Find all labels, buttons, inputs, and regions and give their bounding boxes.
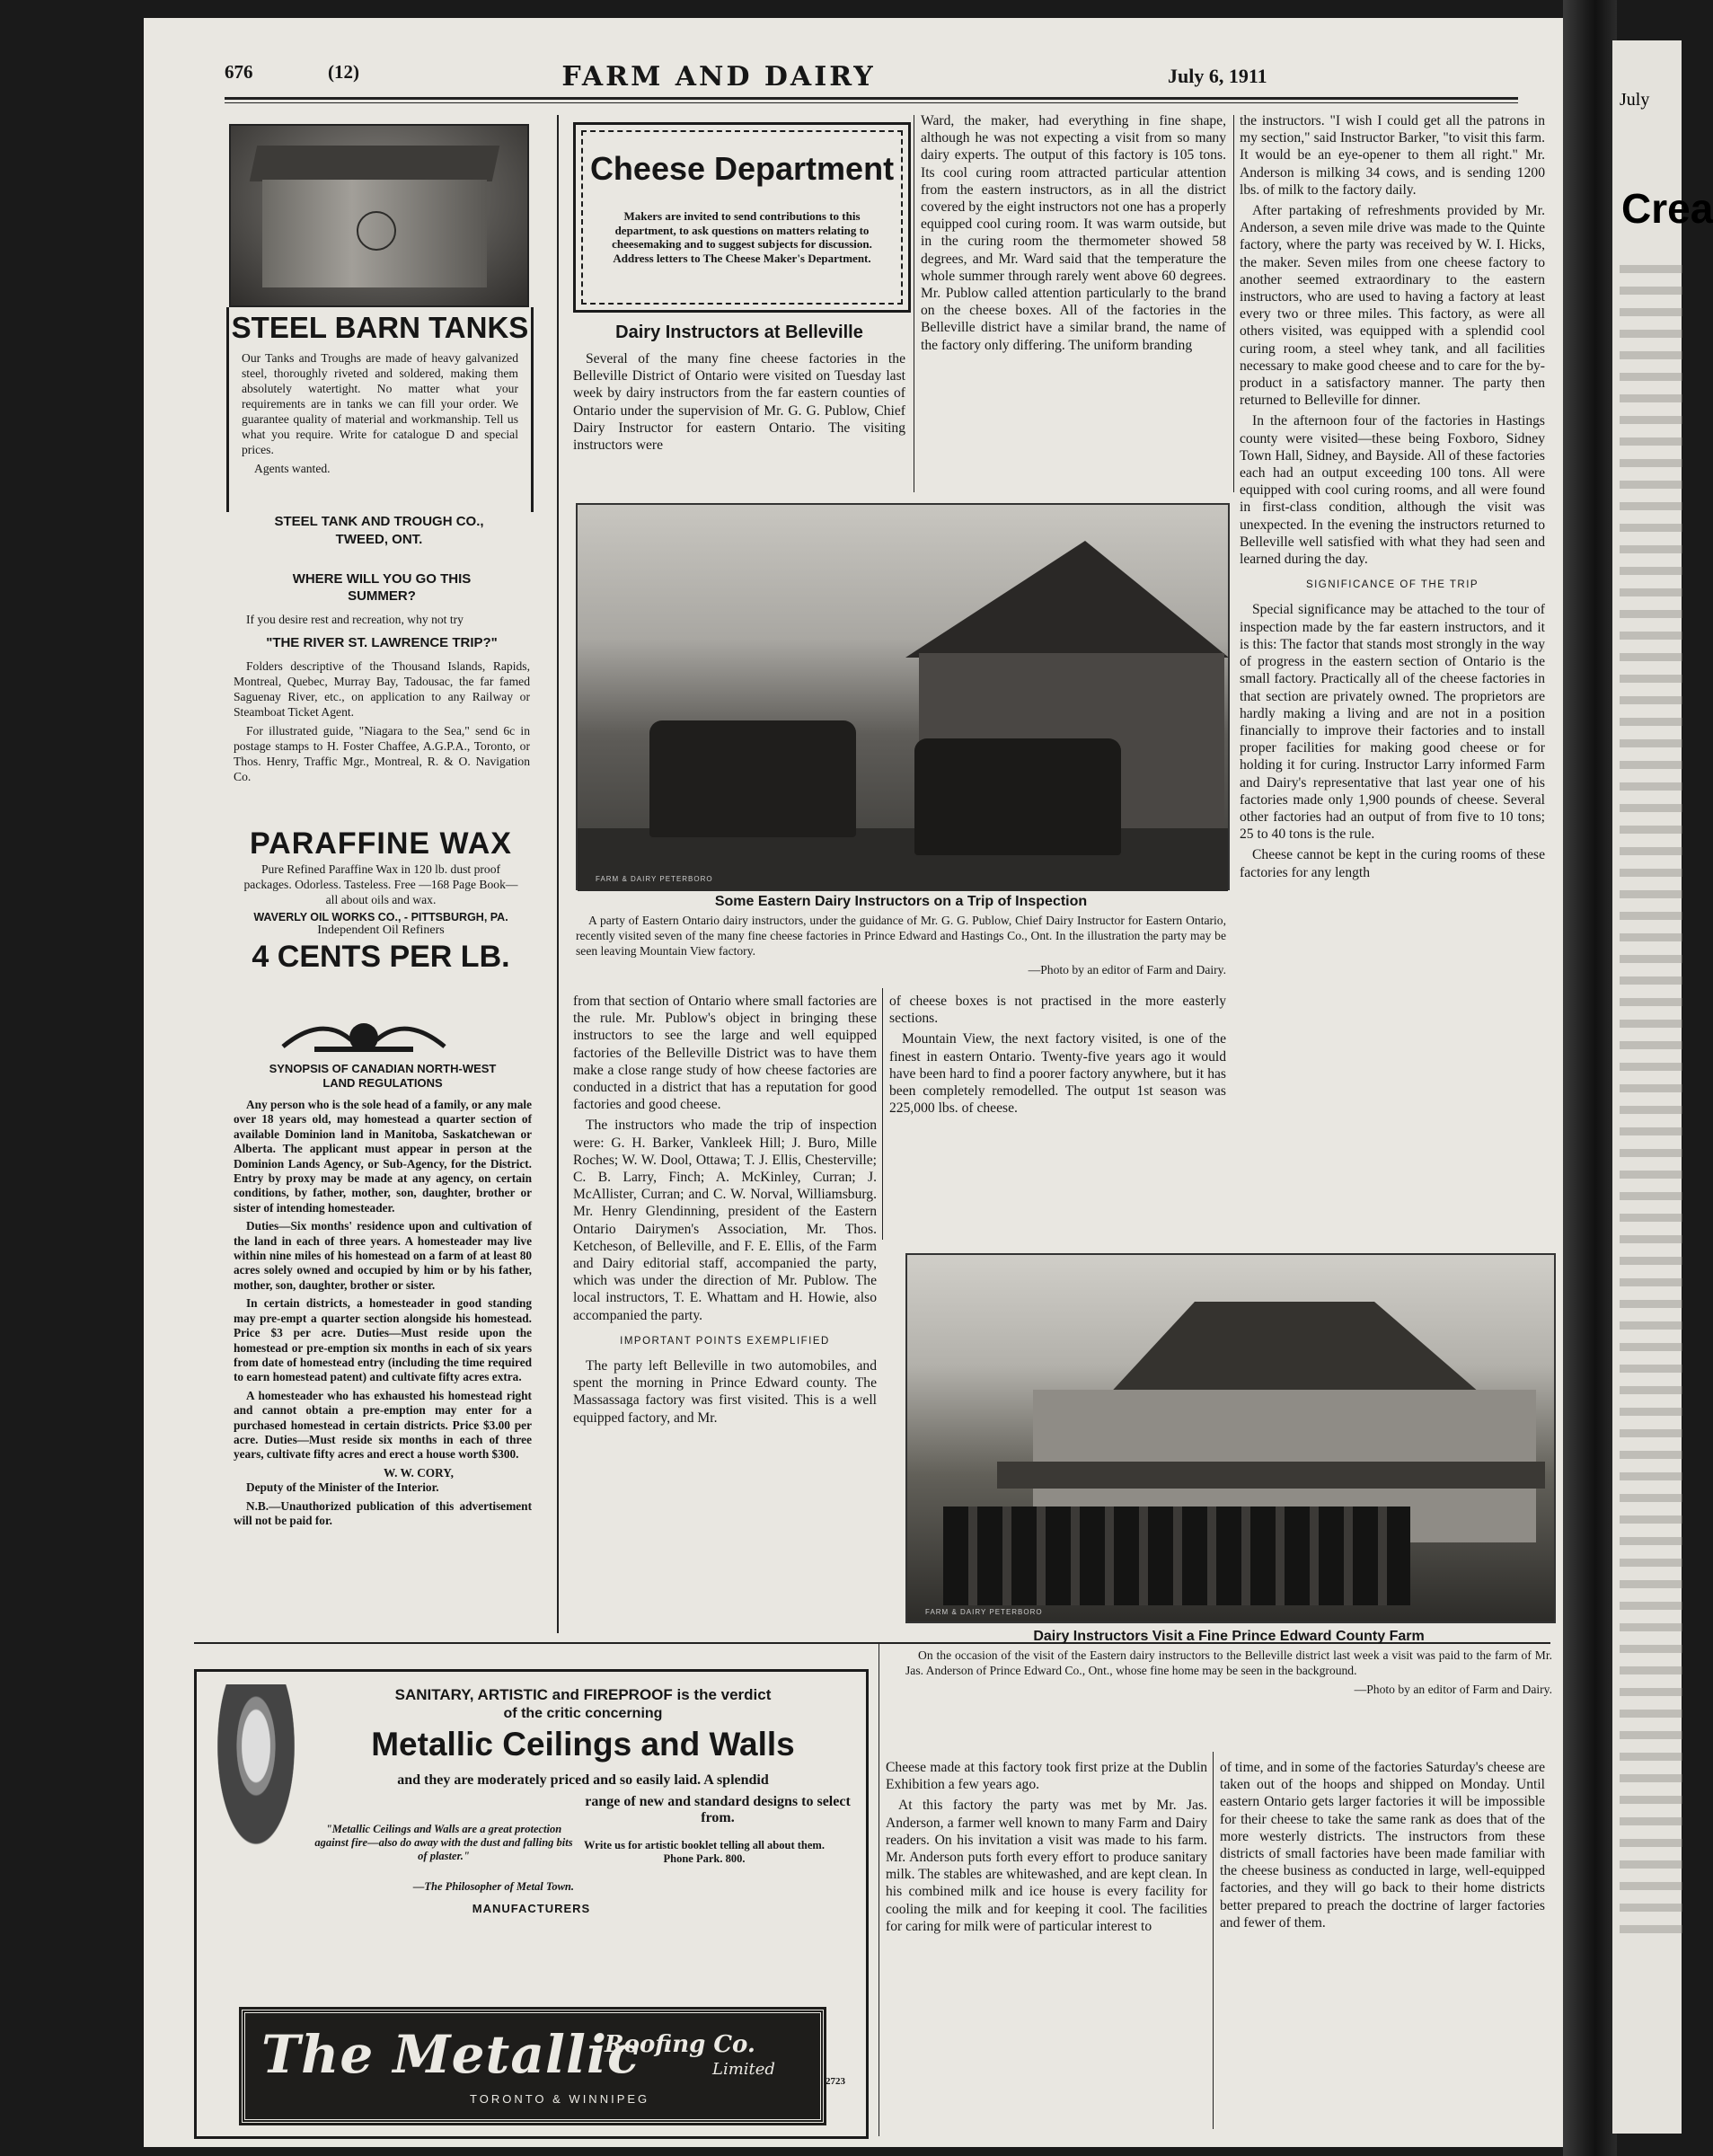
next-page-text-lines <box>1620 265 1682 1947</box>
article-c3-p2: After partaking of refreshments provided by Mr. Anderson, a seven mile drive was made to the Quinte factory, where the party was received by W. I. Hicks, the maker. Seven miles from one cheese factory to another seemed extraordinary to the eastern instructors, who are used to having a factory at least every two or three miles. This factory, as were all others visited, was equipped with a splendid cool curing room, a steel whey tank, and all facilities necessary to make good cheese and to care for the by-product in a satisfactory manner. The party then returned to Belleville for dinner. <box>1240 203 1545 409</box>
steel-tank-ad <box>226 307 534 512</box>
subhead-significance: SIGNIFICANCE OF THE TRIP <box>1305 579 1479 591</box>
metal-manufacturers: MANUFACTURERS <box>472 1902 591 1915</box>
article-c2c-p1: Cheese made at this factory took first prize at the Dublin Exhibition a few years ago. <box>886 1760 1207 1793</box>
next-page-date: July <box>1620 90 1650 110</box>
homestead-p2: Duties—Six months' residence upon and cultivation of the land in each of three years. A homesteader may live within nine miles of his homestead on a farm of at least 80 acres solely owned and occupied by him or by his father, mother, son, daughter, brother or sister. <box>234 1219 532 1292</box>
article-column-1b <box>573 993 877 1430</box>
homestead-p1: Any person who is the sole head of a family, or any male over 18 years old, may homestead a quarter section of available Dominion land in Manitoba, Saskatchewan or Alberta. The applicant must appear in person at the Dominion Lands Agency, or Sub-Agency, for the District. Entry by proxy may be made at any agency, on certain conditions, by father, mother, son, daughter, brother or sister of intending homesteader. <box>234 1098 532 1215</box>
summer-body-2: For illustrated guide, "Niagara to the Sea," send 6c in postage stamps to H. Foster Chaffee, A.G.P.A., Toronto, or Thos. Henry, Traffic Mgr., Montreal, R. & O. Navigation Co. <box>234 724 530 783</box>
photo-anderson-farm <box>905 1253 1556 1623</box>
steel-tank-agents: Agents wanted. <box>254 462 331 475</box>
metal-line-3: and they are moderately priced and so easily laid. A splendid <box>397 1772 769 1788</box>
article-column-2b <box>889 993 1226 1120</box>
column-rule <box>557 115 559 1633</box>
wax-price: 4 CENTS PER LB. <box>252 940 510 974</box>
photo-instructors-automobiles <box>576 503 1230 890</box>
steel-tank-company: STEEL TANK AND TROUGH CO., <box>274 514 484 529</box>
article-headline: Dairy Instructors at Belleville <box>615 323 863 342</box>
article-c1b-p3: The party left Belleville in two automobiles, and spent the morning in Prince Edward county. The Massassaga factory was first visited. This is a well equipped factory, and Mr. <box>573 1358 877 1426</box>
metal-quote-attr: —The Philosopher of Metal Town. <box>412 1880 574 1893</box>
homestead-notice <box>234 1062 532 1532</box>
article-c3-p3: In the afternoon four of the factories in Hastings county were visited—these being Foxboro, Sidney Town Hall, Sidney, and Bayside. All of these factories each had an output exceeding 100 tons. All were equipped with cool curing rooms, and all were found in first-class condition, although the visit was unexpected. In the evening the instructors returned to Belleville well satisfied with what they had seen and learned during the day. <box>1240 413 1545 568</box>
logo-name: The Metallic <box>261 2024 640 2085</box>
wax-body: Pure Refined Paraffine Wax in 120 lb. dust proof packages. Odorless. Tasteless. Free —168 Page Book—all about oils and wax. <box>243 862 518 906</box>
article-column-3c <box>1220 1759 1545 1935</box>
cheese-department-title: Cheese Department <box>589 150 895 187</box>
article-c1b-p1: from that section of Ontario where small factories are the rule. Mr. Publow's object in bringing these instructors to see the large and well equipped factories of the Belleville District was to have them make a close range study of how cheese factories are conducted in a district that has a reputation for good factories and good cheese. <box>573 994 877 1113</box>
metal-write: Write us for artistic booklet telling all about them. Phone Park. 800. <box>584 1839 825 1865</box>
photo2-caption-title: Dairy Instructors Visit a Fine Prince Edward County Farm <box>1033 1629 1425 1644</box>
page-number: 676 <box>225 61 253 83</box>
homestead-headline: SYNOPSIS OF CANADIAN NORTH-WEST LAND REGULATIONS <box>269 1062 497 1090</box>
philosopher-portrait <box>211 1684 301 1860</box>
article-c1b-p2: The instructors who made the trip of inspection were: G. H. Barker, Vankleek Hill; J. Buro, Mille Roches; W. W. Dool, Ottawa; T. J. Ellis, Chesterville; C. B. Larry, Finch; A. McKinley, Curran; J. McAllister, Curran; and C. W. Norval, Williamsburg. Mr. Henry Glendinning, president of the Eastern Ontario Dairymen's Association, Mr. Thos. Ketcheson, of Belleville, and F. E. Ellis, of the Farm and Dairy editorial staff, accompanied the party, which was under the direction of Mr. Publow. The local instructors, T. E. Whattam and H. Howie, also accompanied the party. <box>573 1118 877 1323</box>
paraffine-wax-ad <box>228 826 534 975</box>
issue-date: July 6, 1911 <box>1168 65 1267 87</box>
logo-limited: Limited <box>712 2060 775 2079</box>
metal-line-2: of the critic concerning <box>503 1706 663 1721</box>
logo-cities: TORONTO & WINNIPEG <box>470 2092 650 2106</box>
column-rule <box>882 988 883 1240</box>
article-c2c-p2: At this factory the party was met by Mr. Jas. Anderson, a farmer well known to many Farm and Dairy readers. On his invitation a visit was made to his farm. Mr. Anderson puts forth every effort to produce sanitary milk. The stables are whitewashed, and are kept clean. In his combined milk and ice house is every facility for cooling the milk and for keeping it cool. The facilities for caring for milk were of particular interest to <box>886 1798 1207 1934</box>
metallic-roofing-logo <box>242 2010 824 2123</box>
steel-tank-location: TWEED, ONT. <box>335 532 423 547</box>
article-c1-p1: Several of the many fine cheese factories in the Belleville District of Ontario were visited on Tuesday last week by dairy instructors from the far eastern counties of Ontario under the supervision of Mr. G. G. Publow, Chief Dairy Instructor for eastern Ontario. The visiting instructors were <box>573 351 905 454</box>
article-column-1 <box>573 322 905 457</box>
subhead-important-points: IMPORTANT POINTS EXEMPLIFIED <box>620 1335 830 1347</box>
photo1-caption: A party of Eastern Ontario dairy instructors, under the guidance of Mr. G. G. Publow, Chief Dairy Instructor for Eastern Ontario, recently visited seven of the many fine cheese factories in Prince Edward and Hastings Co., Ont. In the illustration the party may be seen leaving Mountain View factory. <box>576 914 1226 958</box>
header-rule <box>225 97 1518 100</box>
page-gutter <box>1563 0 1617 2156</box>
metal-quote: "Metallic Ceilings and Walls are a great protection against fire—also do away with the dust and falling bits of plaster." <box>314 1823 573 1862</box>
homestead-p4: A homesteader who has exhausted his homestead right and cannot obtain a pre-emption may enter for a purchased homestead in certain districts. Price $3.00 per acre. Duties—Must reside six months in each of three years, cultivate fifty acres and erect a house worth $300. <box>234 1388 532 1462</box>
article-c3c-p1: of time, and in some of the factories Saturday's cheese are taken out of the hoops and shipped on Monday. Until eastern Ontario gets larger factories it will be impossible for their cheese to take the same rank as does that of the more westerly districts. The instructors from these districts of small factories have been made familiar with the cheese business as conducted in large, well-equipped factories, and they will go back to their home districts better prepared to preach the doctrine of larger factories and fewer of them. <box>1220 1760 1545 1931</box>
cheese-department-box <box>573 122 911 313</box>
steel-tank-body: Our Tanks and Troughs are made of heavy galvanized steel, thoroughly riveted and soldered, making them absolutely watertight. No matter what your requirements are in tanks we can fill your order. We guarantee quality of material and workmanship. Tell us what you require. Write for catalogue D and special prices. <box>242 351 518 456</box>
wax-headline: PARAFFINE WAX <box>250 826 512 861</box>
logo-roofing: Roofing Co. <box>605 2031 755 2058</box>
royal-crest-icon <box>278 1020 449 1057</box>
column-rule <box>1213 1752 1214 2129</box>
metal-headline: Metallic Ceilings and Walls <box>371 1726 795 1763</box>
summer-lead: If you desire rest and recreation, why not try <box>246 613 464 626</box>
article-c2b-p2: Mountain View, the next factory visited, is one of the finest in eastern Ontario. Twenty-five years ago it would have been hard to find a poorer factory anywhere, but it has been completely remodelled. The output 1st season was 225,000 lbs. of cheese. <box>889 1031 1226 1117</box>
metallic-ceilings-ad <box>194 1669 869 2139</box>
page-header <box>225 61 1518 97</box>
article-column-2 <box>921 112 1226 358</box>
article-c3-p1: the instructors. "I wish I could get all the patrons in my section," said Instructor Barker, "to visit this farm. It would be an eye-opener to them all right." Mr. Anderson is milking 34 cows, and is sending 1200 lbs. of milk to the factory daily. <box>1240 113 1545 198</box>
section-number: (12) <box>328 61 359 83</box>
wax-company: WAVERLY OIL WORKS CO., - PITTSBURGH, PA. <box>253 911 508 923</box>
photo2-caption-block <box>905 1629 1552 1697</box>
summer-ad <box>234 570 530 788</box>
article-column-3 <box>1240 112 1545 885</box>
homestead-signature: W. W. CORY, <box>384 1465 454 1480</box>
wax-refiners: Independent Oil Refiners <box>317 923 445 937</box>
summer-headline: WHERE WILL YOU GO THIS SUMMER? <box>292 571 472 604</box>
metal-line-4: range of new and standard designs to select from. <box>585 1794 851 1825</box>
photo2-stamp: FARM & DAIRY PETERBORO <box>925 1608 1043 1616</box>
photo2-caption: On the occasion of the visit of the Eastern dairy instructors to the Belleville district last week a visit was paid to the farm of Mr. Jas. Anderson of Prince Edward Co., Ont., whose fine home may be seen in the background. <box>905 1648 1552 1677</box>
next-page-title: Crea <box>1621 185 1713 232</box>
photo1-caption-block <box>576 894 1226 977</box>
photo1-stamp: FARM & DAIRY PETERBORO <box>596 875 713 883</box>
homestead-note: N.B.—Unauthorized publication of this advertisement will not be paid for. <box>234 1498 532 1527</box>
next-page-edge <box>1612 40 1713 2134</box>
steel-tank-image <box>229 124 529 307</box>
steel-tank-headline: STEEL BARN TANKS <box>231 311 529 344</box>
homestead-deputy: Deputy of the Minister of the Interior. <box>246 1480 439 1495</box>
article-c2-p1: Ward, the maker, had everything in fine shape, although he was not expecting a visit from so many dairy experts. The output of this factory is 105 tons. Its cool curing room attracted particular attention from the eastern instructors, as in all the district covered by the eight instructors not one has a properly equipped cool curing room. It was warm outside, but in the curing room the thermometer showed 58 degrees, and Mr. Ward said that the temperature the whole summer through rarely went above 60 degrees. Mr. Publow called attention particularly to the brand on the cheese boxes. All of the factories in the Belleville district have a similar brand, the name of the factory only differing. The uniform branding <box>921 113 1226 353</box>
article-c2b-p1: of cheese boxes is not practised in the more easterly sections. <box>889 994 1226 1027</box>
newspaper-page <box>144 18 1563 2147</box>
article-column-2c <box>886 1759 1207 1939</box>
article-c3-p5: Cheese cannot be kept in the curing rooms of these factories for any length <box>1240 847 1545 880</box>
summer-trip: "THE RIVER ST. LAWRENCE TRIP?" <box>266 635 498 650</box>
article-c3-p4: Special significance may be attached to the tour of inspection made by the far eastern instructors, and it is this: The factor that stands most strongly in the way of progress in the eastern section of Ontario is the small factory. Practically all of the cheese factories in that section are privately owned. The proprietors are hardly making a living and are not in a position financially to improve their factories and to install proper facilities for making good cheese or for holding it for curing. Instructor Larry informed Farm and Dairy's representative that last year one of his factories made only 1,900 pounds of cheese. Several other factories had an output of from five to 10 tons; 25 to 40 tons is the rule. <box>1240 602 1545 843</box>
photo1-credit: —Photo by an editor of Farm and Dairy. <box>1028 963 1226 976</box>
photo2-credit: —Photo by an editor of Farm and Dairy. <box>1354 1683 1552 1696</box>
cheese-department-desc: Makers are invited to send contributions to this department, to ask questions on matters relating to cheesemaking and to suggest subjects for discussion. Address letters to The Cheese Maker's Department. <box>612 209 872 265</box>
metal-code: 2723 <box>826 2076 845 2087</box>
paper-title: FARM AND DAIRY <box>561 61 876 93</box>
metal-line-1: SANITARY, ARTISTIC and FIREPROOF is the verdict <box>394 1686 772 1703</box>
column-rule <box>1233 115 1234 492</box>
homestead-p3: In certain districts, a homesteader in good standing may pre-empt a quarter section alongside his homestead. Price $3 per acre. Duties—Must reside upon the homestead or pre-emption six months in each of six years from date of homestead entry (including the time required to earn homestead patent) and cultivate fifty acres extra. <box>234 1296 532 1384</box>
header-rule-thin <box>225 102 1518 103</box>
photo1-caption-title: Some Eastern Dairy Instructors on a Trip of Inspection <box>714 894 1088 909</box>
summer-body-1: Folders descriptive of the Thousand Islands, Rapids, Montreal, Quebec, Murray Bay, Tadousac, the far famed Saguenay River, etc., on application to any Railway or Steamboat Ticket Agent. <box>234 659 530 719</box>
